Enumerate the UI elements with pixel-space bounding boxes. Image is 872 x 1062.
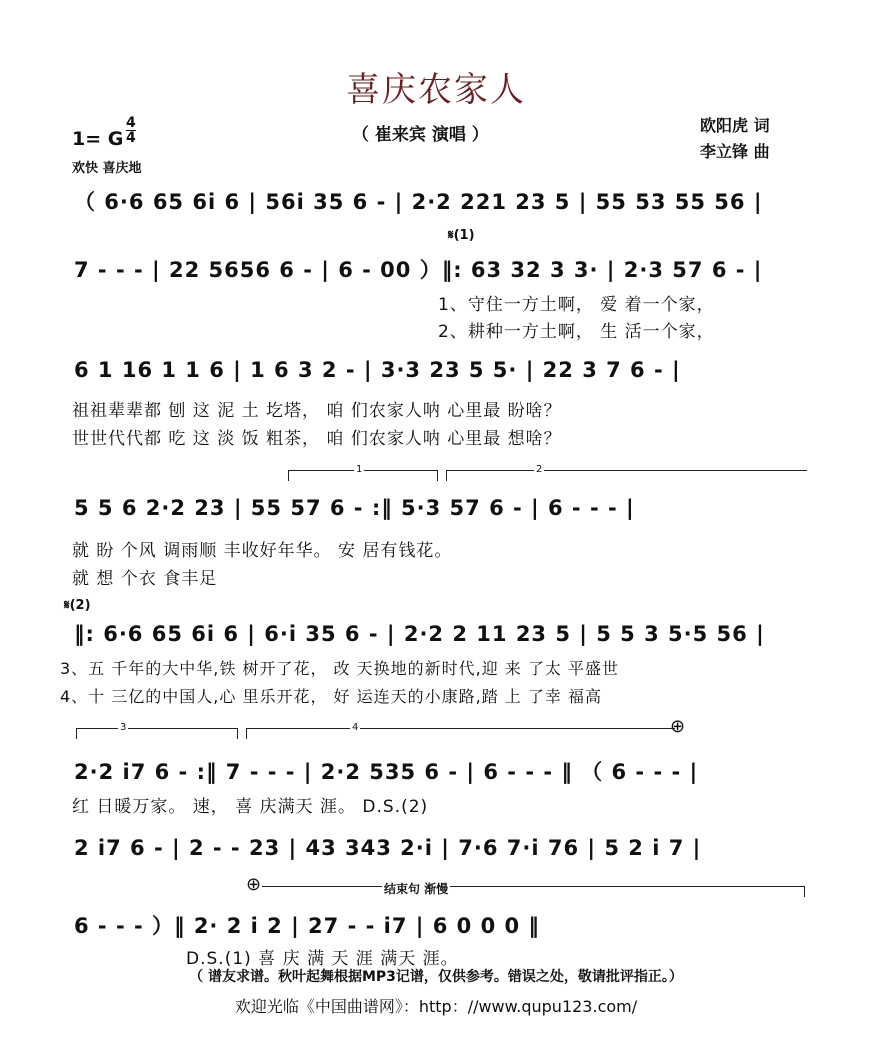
notation-row-8: 6 - - - ）‖ 2· 2 i 2 | 27 - - i7 | 6 0 0 0 ‖ xyxy=(74,914,540,938)
time-signature xyxy=(126,116,136,145)
time-signature-bottom: 4 xyxy=(126,130,136,146)
lyric-row-8: D.S.(1) 喜 庆 满 天 涯 满天 涯。 xyxy=(186,949,459,969)
notation-row-3: 6 1 16 1 1 6 | 1 6 3 2 - | 3·3 23 5 5· | 22 3 7 6 - | xyxy=(74,358,681,382)
segno-2-mark: 𝄋(2) xyxy=(64,598,91,613)
performer: （ 崔来宾 演唱 ） xyxy=(352,125,489,145)
lyric-row-5-verse-2: 4、十 三亿的中国人,心 里乐开花， 好 运连天的小康路,踏 上 了幸 福高 xyxy=(60,687,602,706)
lyric-row-4-verse-2: 就 想 个衣 食丰足 xyxy=(72,569,218,589)
notation-row-2: 7 - - - | 22 5656 6 - | 6 - 00 ）‖: 63 32 3 3· | 2·3 57 6 - | xyxy=(74,258,763,282)
notation-row-5: ‖: 6·6 65 6i 6 | 6·i 35 6 - | 2·2 2 11 23 5 | 5 5 3 5·5 56 | xyxy=(74,622,765,646)
footer-site: 欢迎光临《中国曲谱网》：http：//www.qupu123.com/ xyxy=(234,997,638,1016)
volta-label-4: 4 xyxy=(352,722,359,733)
lyric-row-3-verse-1: 祖祖辈辈都 刨 这 泥 土 圪塔， 咱 们农家人呐 心里最 盼啥？ xyxy=(72,401,562,421)
tempo-marking: 欢快 喜庆地 xyxy=(72,161,142,176)
time-signature-top: 4 xyxy=(126,115,136,131)
lyric-row-3-verse-2: 世世代代都 吃 这 淡 饭 粗茶， 咱 们农家人呐 心里最 想啥？ xyxy=(72,429,562,449)
notation-row-4: 5 5 6 2·2 23 | 55 57 6 - :‖ 5·3 57 6 - | 6 - - - | xyxy=(74,496,635,520)
volta-label-1: 1 xyxy=(356,464,363,475)
lyric-row-5-verse-1: 3、五 千年的大中华,铁 树开了花， 改 天换地的新时代,迎 来 了太 平盛世 xyxy=(60,659,619,678)
lyricist: 欧阳虎 词 xyxy=(700,116,770,135)
volta-bracket-3 xyxy=(76,728,238,739)
notation-row-1: （ 6·6 65 6i 6 | 56i 35 6 - | 2·2 221 23 5 | 55 53 55 56 | xyxy=(74,190,763,214)
key-signature: 1= G xyxy=(72,128,124,150)
volta-label-3: 3 xyxy=(120,722,127,733)
ending-bracket xyxy=(262,886,805,897)
footer-note: （ 谱友求谱。秋叶起舞根据MP3记谱，仅供参考。错误之处，敬请批评指正。） xyxy=(189,969,683,985)
lyric-row-6-verse-1: 红 日暖万家。 速， 喜 庆满天 涯。 D.S.(2) xyxy=(72,797,429,817)
volta-bracket-4 xyxy=(246,728,675,739)
coda-icon-2: ⊕ xyxy=(246,874,262,895)
notation-row-6: 2·2 i7 6 - :‖ 7 - - - | 2·2 535 6 - | 6 - - - ‖ （ 6 - - - | xyxy=(74,760,699,784)
volta-label-2: 2 xyxy=(536,464,543,475)
coda-icon: ⊕ xyxy=(670,716,686,737)
volta-bracket-2 xyxy=(446,470,807,481)
segno-1-mark: 𝄋(1) xyxy=(448,228,475,243)
song-title: 喜庆农家人 xyxy=(346,70,526,110)
lyric-row-2-verse-1: 1、守住一方土啊， 爱 着一个家， xyxy=(438,295,715,315)
lyric-row-4-verse-1: 就 盼 个风 调雨顺 丰收好年华。 安 居有钱花。 xyxy=(72,541,453,561)
composer: 李立锋 曲 xyxy=(700,142,770,161)
ending-label: 结束句 渐慢 xyxy=(384,882,449,896)
lyric-row-2-verse-2: 2、耕种一方土啊， 生 活一个家， xyxy=(438,322,715,342)
notation-row-7: 2 i7 6 - | 2 - - 23 | 43 343 2·i | 7·6 7·i 76 | 5 2 i 7 | xyxy=(74,836,702,860)
